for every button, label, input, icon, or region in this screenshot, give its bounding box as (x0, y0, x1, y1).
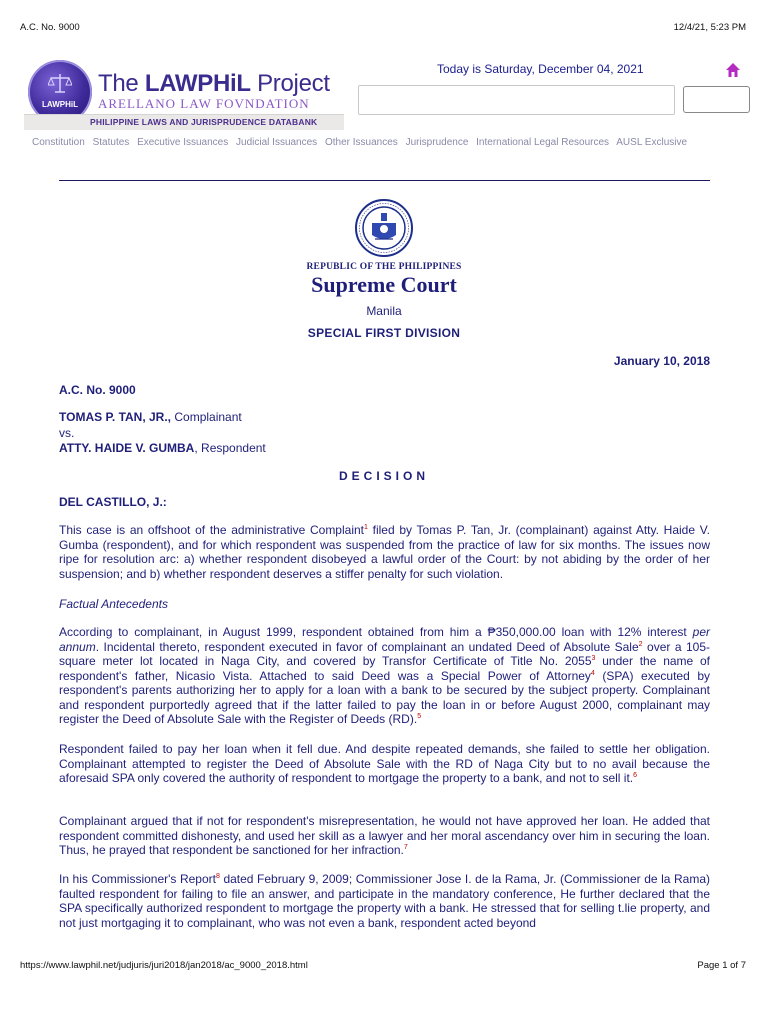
foundation-name: ARELLANO LAW FOVNDATION (98, 96, 310, 111)
nav-statutes[interactable]: Statutes (92, 137, 130, 148)
today-date: Today is Saturday, December 04, 2021 (437, 62, 644, 76)
footnote-link[interactable]: 8 (216, 873, 220, 880)
brand-title: The LAWPHiL Project (98, 70, 330, 97)
footnote-link[interactable]: 1 (364, 524, 368, 531)
home-icon[interactable] (725, 62, 741, 78)
versus: vs. (59, 426, 75, 440)
print-datetime: 12/4/21, 5:23 PM (673, 22, 746, 33)
search-input[interactable] (358, 85, 675, 115)
nav-executive-issuances[interactable]: Executive Issuances (137, 137, 229, 148)
footnote-link[interactable]: 3 (591, 655, 596, 662)
footnote-link[interactable]: 7 (403, 844, 408, 851)
nav-ausl-exclusive[interactable]: AUSL Exclusive (616, 137, 688, 148)
section-heading: Factual Antecedents (59, 597, 168, 611)
decision-heading: DECISION (338, 469, 429, 483)
databank-strip (24, 114, 344, 130)
page-number: Page 1 of 7 (697, 960, 746, 971)
complainant: TOMAS P. TAN, JR., Complainant (59, 410, 242, 424)
supreme-court-seal-icon (355, 199, 413, 257)
paragraph-2: According to complainant, in August 1999, respondent obtained from him a ₱350,000.00 loan with 12% interest per annum. Incidental thereto, respondent executed in favor of complainant an undated Deed of Absolute Sale$^2$ over a 105- square meter lot located in Naga City, and covered by Transfor Certificate of Title No. 2055$^3$ under the name of respondent's father, Nicasio Vista. Attached to said Deed was a Special Power of Attorney$^4$ (SPA) executed by respondent's parents authorizing her to apply for a loan with a bank to be secured by the subject property. Complainant and respondent purportedly agreed that if the latter failed to pay the loan in or before August 2000, complainant may register the Deed of Absolute Sale with the Register of Deeds (RD).$^5$ (59, 625, 711, 726)
republic-label: REPUBLIC OF THE PHILIPPINES (306, 262, 462, 272)
nav-constitution[interactable]: Constitution (32, 137, 85, 148)
nav-other-issuances[interactable]: Other Issuances (324, 137, 398, 148)
nav-judicial-issuances[interactable]: Judicial Issuances (236, 137, 318, 148)
decision-date: January 10, 2018 (613, 354, 710, 368)
court-city: Manila (366, 304, 402, 318)
databank-label: PHILIPPINE LAWS AND JURISPRUDENCE DATABANK (90, 117, 318, 127)
paragraph-4: Complainant argued that if not for respondent's misrepresentation, he would not have approved her loan. He added that respondent committed dishonesty, and used her skill as a lawyer and her moral ascendancy over him in securing the loan. Thus, he prayed that respondent be sanctioned for her infraction.$^7$ (59, 814, 710, 857)
footnote-link[interactable]: 4 (590, 669, 595, 677)
main-nav (32, 137, 692, 148)
nav-international-legal-resources[interactable]: International Legal Resources (476, 137, 610, 148)
case-number: A.C. No. 9000 (59, 383, 136, 397)
respondent: ATTY. HAIDE V. GUMBA, Respondent (59, 441, 266, 455)
court-name: Supreme Court (311, 272, 457, 297)
footnote-link[interactable]: 2 (638, 640, 643, 648)
court-division: SPECIAL FIRST DIVISION (307, 326, 461, 340)
nav-jurisprudence[interactable]: Jurisprudence (405, 137, 469, 148)
footnote-link[interactable]: 6 (633, 772, 638, 779)
print-footer (20, 960, 746, 971)
lawphil-logo[interactable] (24, 56, 344, 132)
divider (59, 180, 710, 181)
print-title: A.C. No. 9000 (20, 22, 80, 33)
ponente: DEL CASTILLO, J.: (59, 495, 167, 509)
footnote-link[interactable]: 5 (417, 713, 422, 720)
paragraph-1: This case is an offshoot of the administrative Complaint$^1$ filed by Tomas P. Tan, Jr. (complainant) against Atty. Haide V. Gumba (respondent), and for which respondent was suspended from the practice of law for six months. The issues now ripe for resolution arc: a) whether respondent disobeyed a lawful order of the Court: by not abiding by the order of her suspension; and b) whether respondent deserves a stiffer penalty for such violation. (59, 523, 710, 581)
paragraph-3: Respondent failed to pay her loan when it fell due. And despite repeated demands, she failed to settle her obligation. Complainant attempted to register the Deed of Absolute Sale with the RD of Naga City but to no avail because the aforesaid SPA only covered the authority of respondent to mortgage the property to a bank, and not to sell it.$^6$ (59, 742, 710, 785)
seal-label: LAWPHiL (42, 100, 78, 109)
page-url[interactable]: https://www.lawphil.net/judjuris/juri2018/jan2018/ac_9000_2018.html (20, 960, 308, 971)
print-header (20, 22, 746, 36)
paragraph-5: In his Commissioner's Report$^8$ dated February 9, 2009; Commissioner Jose I. de la Rama, Jr. (Commissioner de la Rama) faulted respondent for failing to file an answer, and participate in the mandatory conference, He further declared that the SPA specifically authorized respondent to mortgage the property with a bank. He stressed that for selling t.lie property, and not just mortgaging it to complainant, who was not even a bank, respondent acted beyond (59, 872, 710, 930)
scales-icon (48, 72, 72, 94)
search-go-field[interactable] (683, 86, 750, 113)
